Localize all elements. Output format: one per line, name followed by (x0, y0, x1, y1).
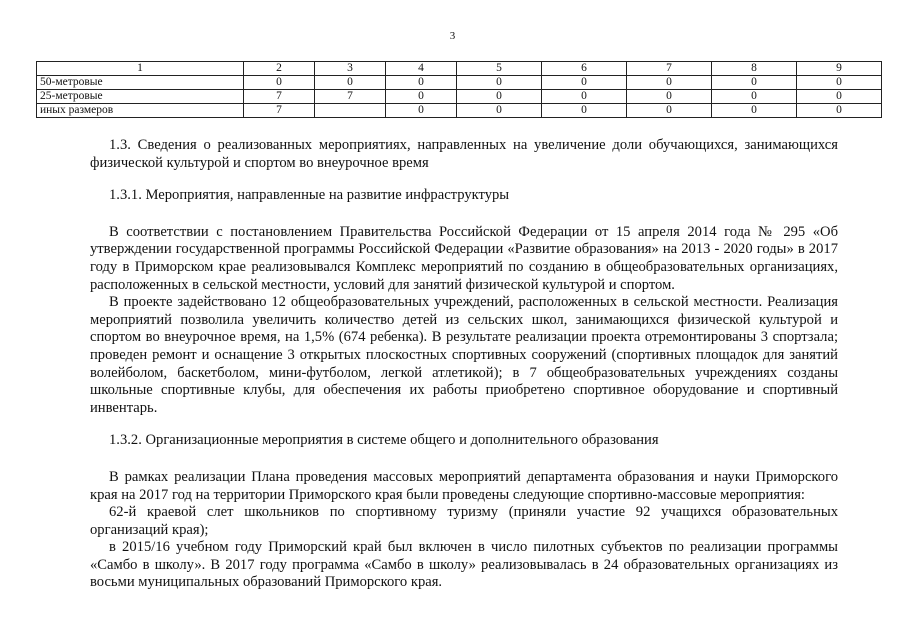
table-cell: 0 (244, 76, 315, 90)
table-cell: 7 (244, 90, 315, 104)
row-label: 25-метровые (37, 90, 244, 104)
table-cell: 7 (244, 104, 315, 118)
paragraph: 62-й краевой слет школьников по спортивному туризму (приняли участие 92 учащихся образовательных организаций края); (90, 504, 838, 538)
table-cell: 0 (627, 90, 712, 104)
table-cell: 0 (712, 104, 797, 118)
table-cell: 0 (457, 104, 542, 118)
section-heading: 1.3.2. Организационные мероприятия в системе общего и дополнительного образования (109, 432, 659, 449)
table-cell (315, 104, 386, 118)
table-header-cell: 9 (797, 62, 882, 76)
table-cell: 0 (542, 90, 627, 104)
table-cell: 0 (386, 104, 457, 118)
table-cell: 0 (457, 90, 542, 104)
paragraph: В проекте задействовано 12 общеобразовательных учреждений, расположенных в сельской местности. Реализация мероприятий позволила увеличить количество детей из сельских школ, занимающихся физической культурой и спортом во внеурочное время, на 1,5% (674 ребенка). В результате реализации проекта отремонтированы 3 спортзала; проведен ремонт и оснащение 3 открытых плоскостных спортивных сооружений (спортивных площадок для занятий волейболом, баскетболом, мини-футболом, легкой атлетикой); в 7 общеобразовательных учреждениях созданы школьные спортивные клубы, для обеспечения их работы приобретено спортивное оборудование и спортивный инвентарь. (90, 294, 838, 416)
table-header-cell: 4 (386, 62, 457, 76)
table-header-cell: 3 (315, 62, 386, 76)
paragraph: В соответствии с постановлением Правительства Российской Федерации от 15 апреля 2014 года № 295 «Об утверждении государственной программы Российской Федерации «Развитие образования» на 2013 - 2020 годы» в 2017 году в Приморском крае реализовывался Комплекс мероприятий по созданию в общеобразовательных организациях, расположенных в сельской местности, условий для занятий физической культурой и спортом. (90, 223, 838, 293)
table-header-row (37, 62, 882, 76)
table-cell: 0 (627, 104, 712, 118)
table-cell: 0 (542, 104, 627, 118)
paragraph: В рамках реализации Плана проведения массовых мероприятий департамента образования и науки Приморского края на 2017 год на территории Приморского края были проведены следующие спортивно-массовые мероприятия: (90, 468, 838, 503)
table-cell: 0 (386, 76, 457, 90)
document-body (90, 137, 838, 592)
table-cell: 0 (627, 76, 712, 90)
table-cell: 0 (542, 76, 627, 90)
table-cell: 0 (457, 76, 542, 90)
table-header-cell: 1 (37, 62, 244, 76)
table-cell: 0 (712, 90, 797, 104)
row-label: иных размеров (37, 104, 244, 118)
section-heading: 1.3. Сведения о реализованных мероприятиях, направленных на увеличение доли обучающихся, занимающихся физической культурой и спортом во внеурочное время (90, 137, 838, 171)
row-label: 50-метровые (37, 76, 244, 90)
table-cell: 0 (797, 76, 882, 90)
table-header-cell: 8 (712, 62, 797, 76)
paragraph: в 2015/16 учебном году Приморский край был включен в число пилотных субъектов по реализации программы «Самбо в школу». В 2017 году программа «Самбо в школу» реализовывалась в 24 образовательных организациях из восьми муниципальных образований Приморского края. (90, 539, 838, 591)
table-cell: 0 (797, 90, 882, 104)
table-header-cell: 2 (244, 62, 315, 76)
table-cell: 0 (797, 104, 882, 118)
table-cell: 0 (712, 76, 797, 90)
table-row (37, 76, 882, 90)
table-header-cell: 7 (627, 62, 712, 76)
table-header-cell: 5 (457, 62, 542, 76)
table-row (37, 104, 882, 118)
table-cell: 0 (386, 90, 457, 104)
table-header-cell: 6 (542, 62, 627, 76)
table-cell: 0 (315, 76, 386, 90)
page-number: 3 (449, 30, 456, 42)
table-row (37, 90, 882, 104)
section-heading: 1.3.1. Мероприятия, направленные на развитие инфраструктуры (109, 187, 510, 204)
data-table (36, 61, 882, 118)
table-cell: 7 (315, 90, 386, 104)
